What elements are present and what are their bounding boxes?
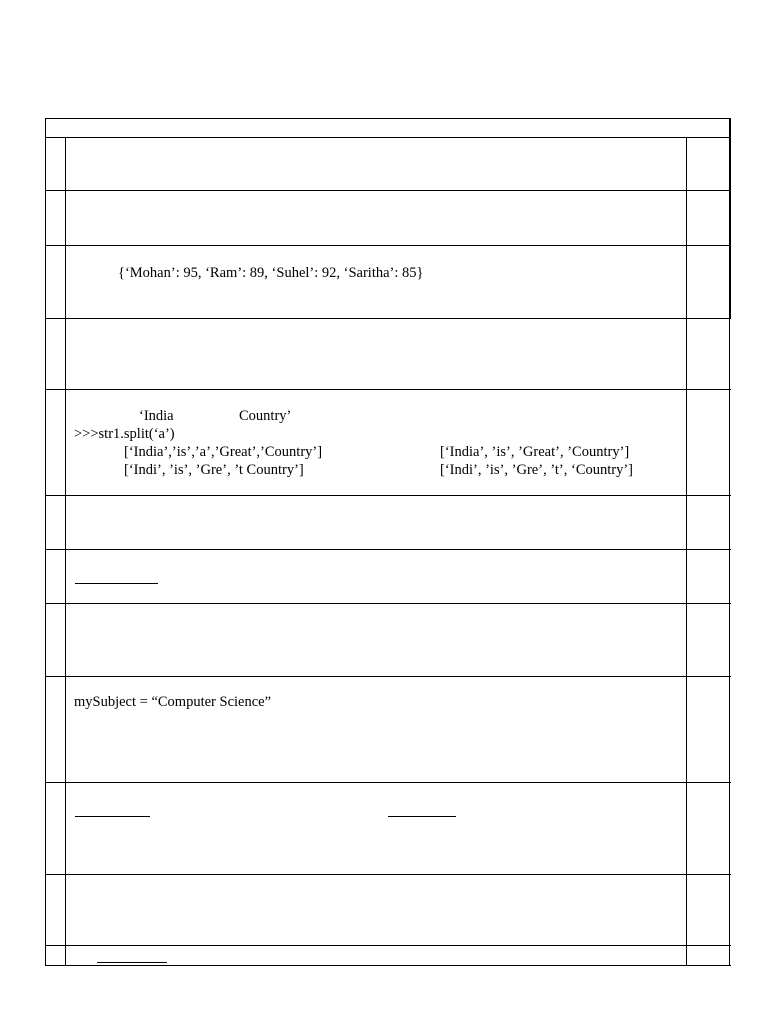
row-divider xyxy=(45,495,731,496)
string-value-part1: ‘India xyxy=(139,408,174,424)
row-divider xyxy=(45,190,731,191)
option-a: [‘India’,’is’,’a’,’Great’,’Country’] xyxy=(124,444,323,460)
number-column-divider xyxy=(65,137,66,966)
row-divider xyxy=(45,549,731,550)
table-bottom-border xyxy=(45,965,731,966)
fill-in-blank xyxy=(75,816,150,817)
table-header-bottom xyxy=(45,137,731,138)
row-divider xyxy=(45,318,731,319)
row-divider xyxy=(45,874,731,875)
marks-column-divider xyxy=(686,137,687,966)
string-value-part2: Country’ xyxy=(239,408,292,424)
split-statement: >>>str1.split(‘a’) xyxy=(74,426,175,442)
fill-in-blank xyxy=(75,583,158,584)
row-divider xyxy=(45,245,731,246)
option-b: [‘India’, ’is’, ’Great’, ’Country’] xyxy=(440,444,630,460)
table-left-border xyxy=(45,118,46,966)
row-divider xyxy=(45,603,731,604)
option-d: [‘Indi’, ’is’, ’Gre’, ’t’, ‘Country’] xyxy=(440,462,634,478)
fill-in-blank xyxy=(388,816,456,817)
row-divider xyxy=(45,782,731,783)
subject-assignment: mySubject = “Computer Science” xyxy=(74,694,272,710)
row-divider xyxy=(45,945,731,946)
option-c: [‘Indi’, ’is’, ’Gre’, ’t Country’] xyxy=(124,462,304,478)
dictionary-literal: {‘Mohan’: 95, ‘Ram’: 89, ‘Suhel’: 92, ‘Saritha’: 85} xyxy=(118,265,424,281)
table-right-border-thick xyxy=(730,118,731,318)
fill-in-blank xyxy=(97,962,167,963)
table-top-border xyxy=(45,118,731,119)
row-divider xyxy=(45,389,731,390)
row-divider xyxy=(45,676,731,677)
